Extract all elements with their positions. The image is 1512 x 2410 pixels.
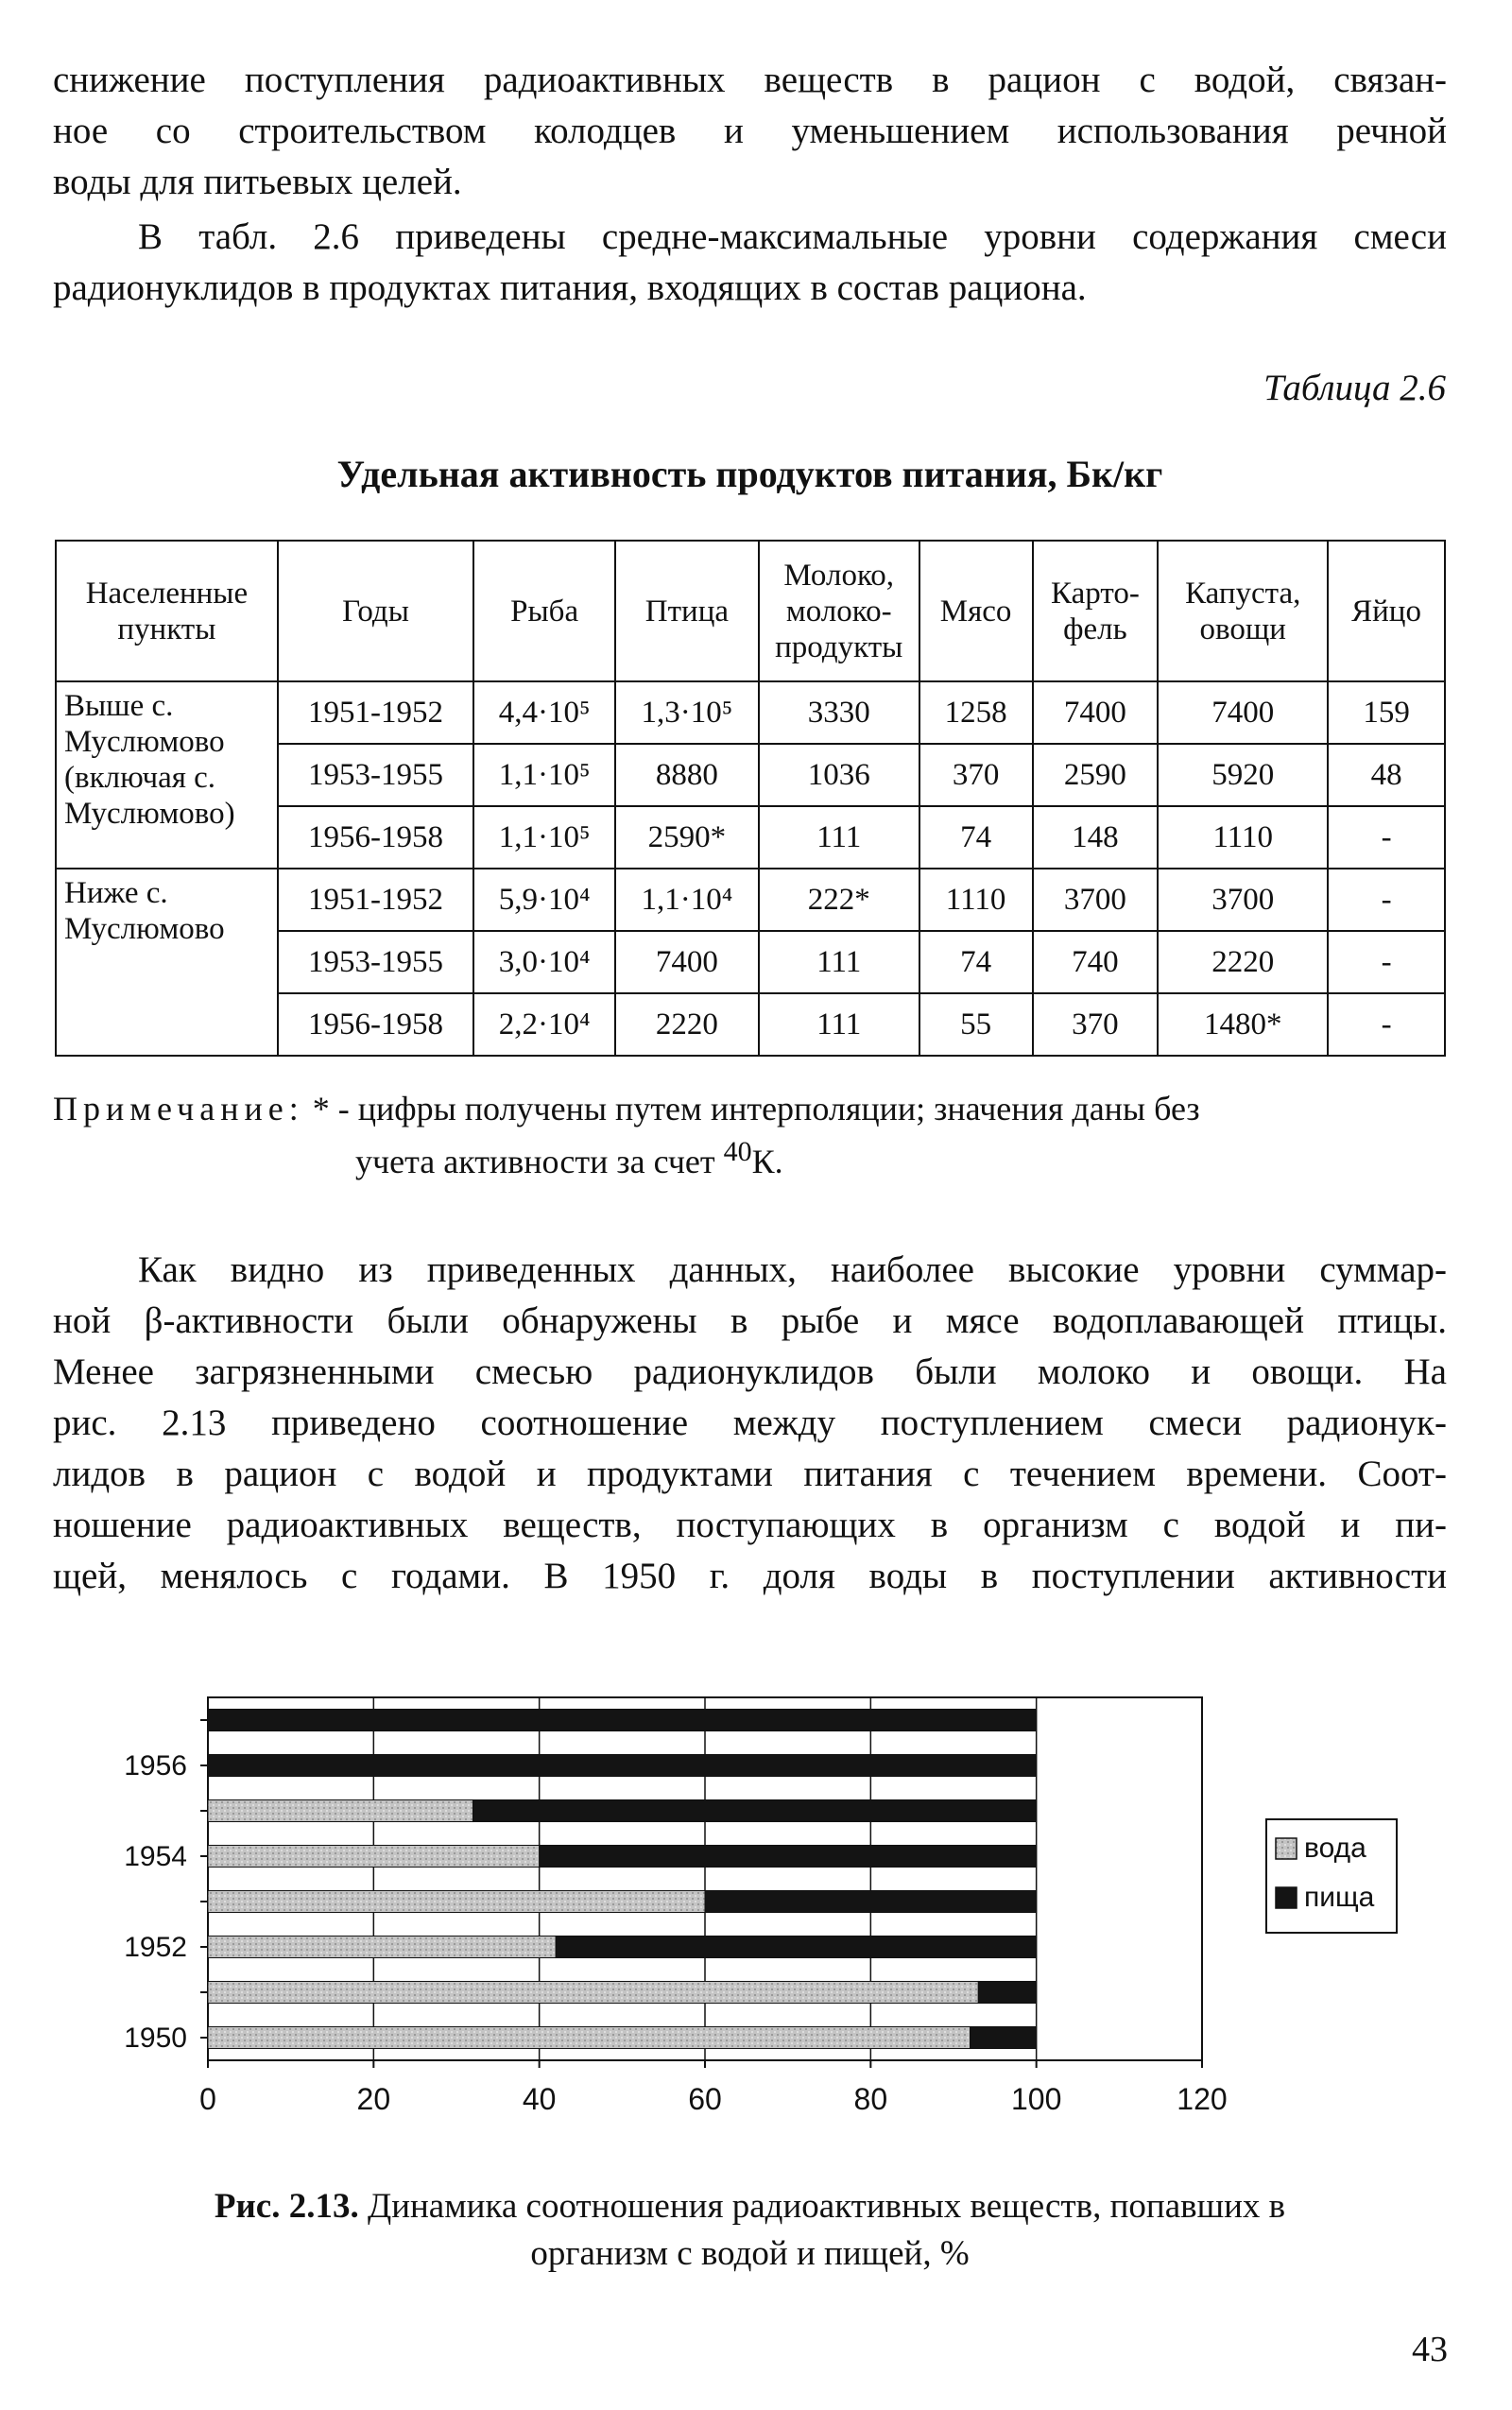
text-line: рис. 2.13 приведено соотношение между поступлением смеси радионук- (53, 1403, 1447, 1443)
bar-segment-food (473, 1799, 1037, 1821)
header-place: Населенные пункты (56, 541, 278, 681)
bar-segment-food (208, 1754, 1037, 1776)
legend-swatch-water (1276, 1838, 1297, 1859)
table-cell: 1953-1955 (278, 744, 473, 806)
table-cell: 7400 (615, 931, 759, 993)
table-cell: 740 (1033, 931, 1159, 993)
text-line: снижение поступления радиоактивных веществ в рацион с водой, связан- (53, 60, 1447, 100)
header-egg: Яйцо (1328, 541, 1445, 681)
text-line: радионуклидов в продуктах питания, входящих в состав рациона. (53, 267, 1087, 308)
note-isotope-mass: 40 (723, 1136, 752, 1167)
activity-table (55, 540, 1446, 1057)
header-potato: Карто-фель (1033, 541, 1159, 681)
table-cell: 3700 (1158, 869, 1328, 931)
text-line: Как видно из приведенных данных, наиболее высокие уровни суммар- (138, 1249, 1447, 1290)
stacked-bar-chart (0, 1682, 1512, 2174)
header-meat: Мясо (919, 541, 1033, 681)
table-cell: 1480* (1158, 993, 1328, 1056)
table-cell: 1951-1952 (278, 869, 473, 931)
table-cell: 1,1·10⁵ (473, 744, 615, 806)
table-cell: 74 (919, 931, 1033, 993)
bar-segment-food (705, 1890, 1037, 1912)
table-cell: 7400 (1033, 681, 1159, 744)
text-line: ной β-активности были обнаружены в рыбе и мясе водоплавающей птицы. (53, 1300, 1447, 1341)
table-cell: 1036 (759, 744, 919, 806)
text-line: лидов в рацион с водой и продуктами питания с течением времени. Соот- (53, 1454, 1447, 1494)
table-cell: 2220 (615, 993, 759, 1056)
table-cell: 1,1·10⁴ (615, 869, 759, 931)
table-cell: 7400 (1158, 681, 1328, 744)
table-cell: 1110 (919, 869, 1033, 931)
table-note (53, 1087, 1447, 1183)
table-cell: 3700 (1033, 869, 1159, 931)
place-cell: Выше с. Муслюмово (включая с. Муслюмово) (56, 681, 278, 869)
table-cell: 1,3·10⁵ (615, 681, 759, 744)
figure-2-13 (0, 1682, 1512, 2174)
x-tick-label: 80 (853, 2082, 888, 2116)
table-cell: 2590* (615, 806, 759, 869)
legend-label: вода (1304, 1833, 1366, 1864)
text-line: В табл. 2.6 приведены средне-максимальные уровни содержания смеси (138, 216, 1447, 257)
header-poultry: Птица (615, 541, 759, 681)
table-cell: 111 (759, 931, 919, 993)
table-cell: - (1328, 869, 1445, 931)
table-cell: 48 (1328, 744, 1445, 806)
text-line: Менее загрязненными смесью радионуклидов были молоко и овощи. На (53, 1351, 1447, 1392)
bar-segment-water (208, 2026, 971, 2048)
bar-segment-water (208, 1845, 540, 1867)
legend-swatch-food (1276, 1887, 1297, 1908)
note-line2-end: К. (751, 1143, 783, 1180)
y-tick-label: 1956 (124, 1750, 187, 1782)
table-title: Удельная активность продуктов питания, Бк/кг (336, 453, 1163, 495)
table-cell: 159 (1328, 681, 1445, 744)
table-label: Таблица 2.6 (1263, 368, 1446, 408)
table-cell: 370 (919, 744, 1033, 806)
paragraph-2 (53, 212, 1447, 314)
table-row (56, 869, 1445, 931)
y-tick-label: 1952 (124, 1932, 187, 1963)
x-tick-label: 20 (356, 2082, 391, 2116)
header-fish: Рыба (473, 541, 615, 681)
bar-segment-water (208, 1981, 978, 2003)
note-line1: * - цифры получены путем интерполяции; значения даны без (303, 1090, 1200, 1128)
note-line2 (53, 1130, 1447, 1183)
table-cell: 111 (759, 806, 919, 869)
caption-text: Динамика соотношения радиоактивных веществ, попавших в (358, 2187, 1286, 2226)
table-cell: 1956-1958 (278, 806, 473, 869)
table-cell: 5,9·10⁴ (473, 869, 615, 931)
bar-segment-water (208, 1936, 556, 1957)
table-cell: 55 (919, 993, 1033, 1056)
figure-caption (53, 2183, 1447, 2278)
table-cell: - (1328, 806, 1445, 869)
bar-segment-water (208, 1890, 705, 1912)
page-number: 43 (1412, 2330, 1448, 2369)
y-tick-label: 1950 (124, 2023, 187, 2054)
bar-segment-food (978, 1981, 1036, 2003)
header-years: Годы (278, 541, 473, 681)
table-cell: 1956-1958 (278, 993, 473, 1056)
table-cell: 1953-1955 (278, 931, 473, 993)
note-line2-text: учета активности за счет (355, 1143, 724, 1180)
table-row (56, 681, 1445, 744)
table-cell: - (1328, 931, 1445, 993)
table-cell: 8880 (615, 744, 759, 806)
bar-segment-food (540, 1845, 1037, 1867)
table-cell: 3330 (759, 681, 919, 744)
paragraph-1 (53, 55, 1447, 208)
bar-segment-food (208, 1709, 1037, 1730)
y-tick-label: 1954 (124, 1841, 187, 1872)
caption-label: Рис. 2.13. (214, 2187, 359, 2226)
x-tick-label: 40 (522, 2082, 557, 2116)
table-cell: 3,0·10⁴ (473, 931, 615, 993)
bar-segment-water (208, 1799, 473, 1821)
x-tick-label: 60 (688, 2082, 722, 2116)
table-cell: 370 (1033, 993, 1159, 1056)
table-cell: 1110 (1158, 806, 1328, 869)
table-cell: 1258 (919, 681, 1033, 744)
table-cell: 2590 (1033, 744, 1159, 806)
x-tick-label: 120 (1177, 2082, 1228, 2116)
text-line: ное со строительством колодцев и уменьшением использования речной (53, 111, 1447, 151)
table-cell: 111 (759, 993, 919, 1056)
table-cell: 1951-1952 (278, 681, 473, 744)
table-cell: 74 (919, 806, 1033, 869)
header-milk: Молоко, молоко-продукты (759, 541, 919, 681)
legend-label: пища (1304, 1882, 1375, 1913)
table-cell: - (1328, 993, 1445, 1056)
text-line: щей, менялось с годами. В 1950 г. доля воды в поступлении активности (53, 1556, 1447, 1596)
note-label: Примечание: (53, 1090, 304, 1128)
caption-line2: организм с водой и пищей, % (530, 2234, 970, 2273)
x-tick-label: 100 (1010, 2082, 1062, 2116)
table-cell: 2,2·10⁴ (473, 993, 615, 1056)
table-cell: 2220 (1158, 931, 1328, 993)
table-cell: 148 (1033, 806, 1159, 869)
table-cell: 222* (759, 869, 919, 931)
table-cell: 1,1·10⁵ (473, 806, 615, 869)
paragraph-3 (53, 1245, 1447, 1602)
table-cell: 4,4·10⁵ (473, 681, 615, 744)
bar-segment-food (971, 2026, 1037, 2048)
bar-segment-food (556, 1936, 1036, 1957)
header-cabbage: Капуста, овощи (1158, 541, 1328, 681)
text-line: ношение радиоактивных веществ, поступающих в организм с водой и пи- (53, 1505, 1447, 1545)
table-header-row (56, 541, 1445, 681)
table-cell: 5920 (1158, 744, 1328, 806)
text-line: воды для питьевых целей. (53, 162, 462, 202)
place-cell: Ниже с. Муслюмово (56, 869, 278, 1056)
x-tick-label: 0 (199, 2082, 216, 2116)
